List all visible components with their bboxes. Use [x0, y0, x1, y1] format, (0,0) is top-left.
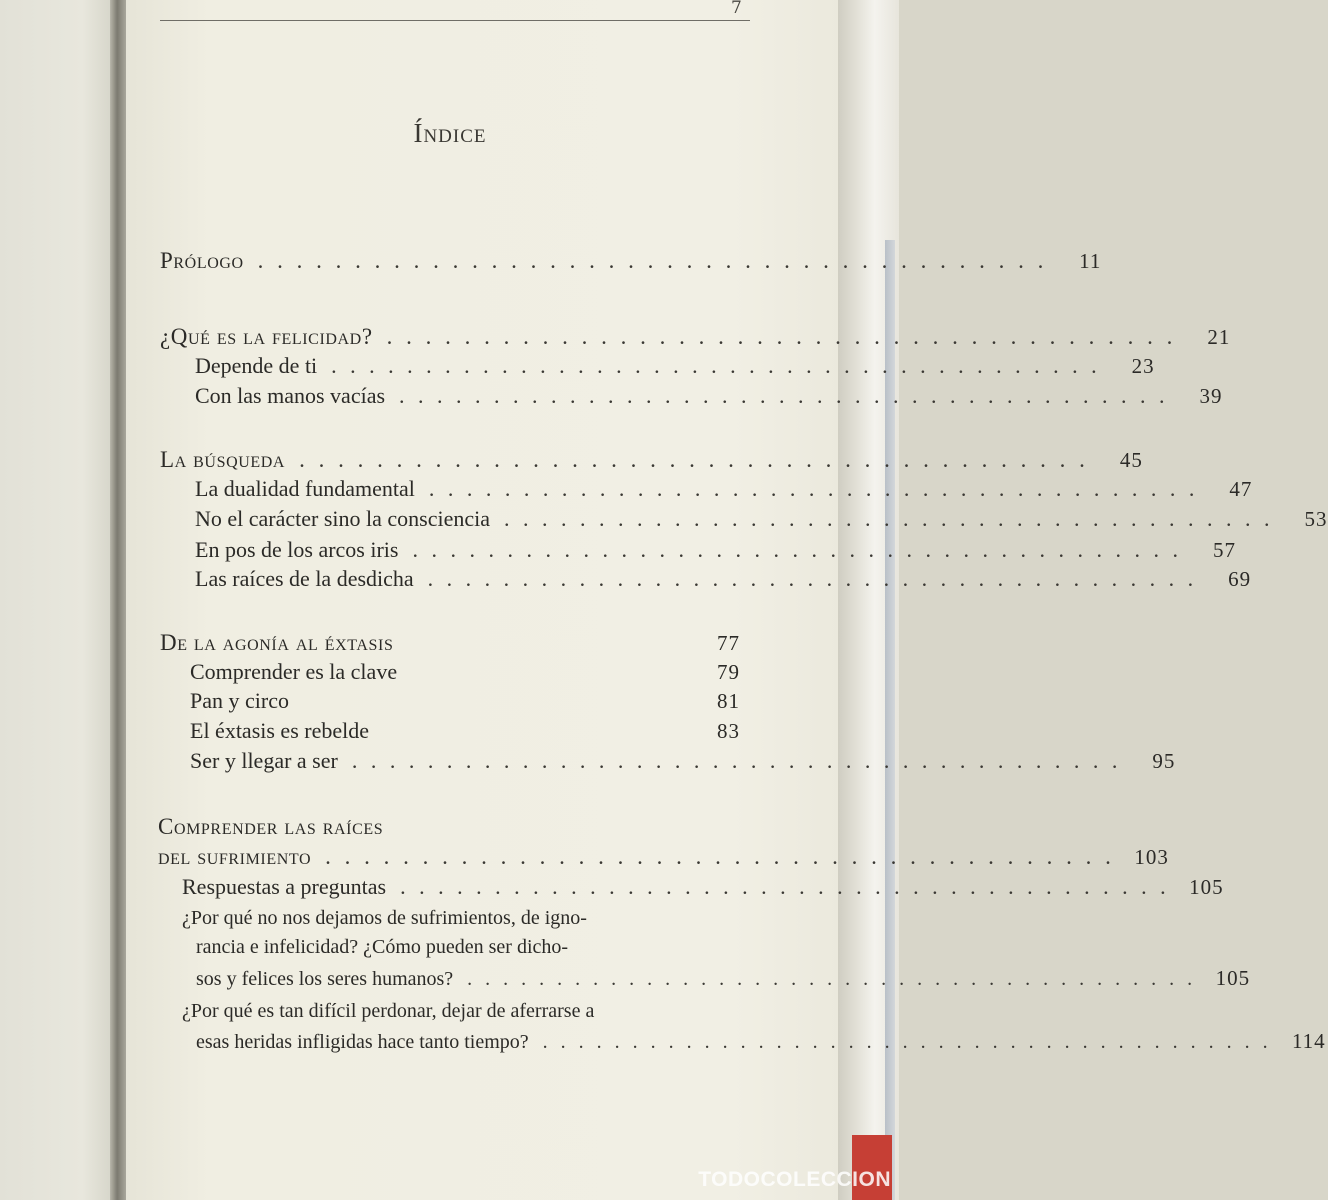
- toc-entry-page: 114: [1291, 1029, 1326, 1053]
- dot-leader: . . . . . . . . . . . . . . . . . . . . . . . . . . . . . . . . . . . . . . . . .: [467, 968, 1197, 990]
- toc-entry-section[interactable]: [182, 874, 1224, 900]
- toc-entry-section[interactable]: [195, 353, 1155, 379]
- toc-entry-page: 39: [1199, 384, 1223, 408]
- toc-entry-label: del sufrimiento: [158, 844, 312, 869]
- toc-entry-label: La búsqueda: [160, 447, 286, 472]
- toc-entry-chapter[interactable]: [160, 630, 740, 656]
- toc-entry-label: El éxtasis es rebelde: [190, 718, 369, 743]
- toc-entry-page: 83: [717, 719, 740, 743]
- toc-entry-page: 53: [1304, 507, 1328, 531]
- toc-entry-page: 21: [1207, 325, 1231, 349]
- dot-leader: . . . . . . . . . . . . . . . . . . . . . . . . . . . . . . . . . . . . . . . . .: [428, 476, 1199, 501]
- toc-entry-question[interactable]: [196, 966, 1251, 991]
- toc-entry-label: Pan y circo: [190, 688, 289, 713]
- toc-entry-label: En pos de los arcos iris: [195, 537, 399, 562]
- toc-entry-label[interactable]: ¿Por qué no nos dejamos de sufrimientos, de igno-: [182, 907, 587, 929]
- toc-entry-label[interactable]: ¿Por qué es tan difícil perdonar, dejar de aferrarse a: [182, 1000, 595, 1022]
- dot-leader: . . . . . . . . . . . . . . . . . . . . . . . . . . . . . . . . . . . . . . . . .: [400, 874, 1170, 899]
- dot-leader: . . . . . . . . . . . . . . . . . . . . . . . . . . . . . . . . . . . . . . . . .: [427, 566, 1198, 591]
- toc-entry-label: esas heridas infligidas hace tanto tiempo?: [196, 1031, 529, 1053]
- toc-entry-section[interactable]: [195, 566, 1252, 592]
- toc-entry-prologo[interactable]: [160, 248, 1102, 274]
- toc-entry-chapter[interactable]: [158, 844, 1169, 870]
- toc-entry-page: 69: [1228, 567, 1252, 591]
- toc-entry-question[interactable]: [196, 1029, 1326, 1054]
- toc-entry-label: Prólogo: [160, 248, 244, 273]
- toc-entry-page: 95: [1152, 749, 1176, 773]
- toc-entry-label[interactable]: Comprender las raíces: [158, 814, 384, 839]
- toc-entry-label: Con las manos vacías: [195, 383, 386, 408]
- toc-entry-page: 57: [1212, 538, 1236, 562]
- toc-entry-label: Ser y llegar a ser: [190, 748, 338, 773]
- toc-entry-label[interactable]: rancia e infelicidad? ¿Cómo pueden ser dicho-: [196, 936, 569, 958]
- toc-entry-label: No el carácter sino la consciencia: [195, 506, 491, 531]
- toc-entry-section[interactable]: [195, 476, 1253, 502]
- toc-entry-label: La dualidad fundamental: [195, 476, 415, 501]
- toc-entry-chapter[interactable]: [160, 447, 1143, 473]
- toc-entry-page: 11: [1079, 249, 1102, 273]
- toc-entry-page: 45: [1119, 448, 1143, 472]
- toc-entry-section[interactable]: [190, 748, 1176, 774]
- toc-entry-chapter[interactable]: [160, 324, 1231, 350]
- toc-entry-section[interactable]: [190, 659, 740, 685]
- toc-entry-label: sos y felices los seres humanos?: [196, 968, 454, 990]
- dot-leader: . . . . . . . . . . . . . . . . . . . . . . . . . . . . . . . . . . . . . . . . .: [331, 353, 1101, 378]
- toc-entry-label: Comprender es la clave: [190, 659, 398, 684]
- toc-entry-section[interactable]: [190, 688, 740, 714]
- page-title: Índice: [413, 118, 487, 148]
- dot-leader: . . . . . . . . . . . . . . . . . . . . . . . . . . . . . . . . . . . . . . . . .: [325, 844, 1115, 869]
- toc-entry-page: 79: [717, 660, 740, 684]
- dot-leader: . . . . . . . . . . . . . . . . . . . . . . . . . . . . . . . . . . . . . . . . .: [542, 1031, 1272, 1053]
- page-number: 7: [731, 0, 742, 18]
- dot-leader: . . . . . . . . . . . . . . . . . . . . . . . . . . . . . . . . . . . . . . . . .: [351, 748, 1122, 773]
- dot-leader: . . . . . . . . . . . . . . . . . . . . . . . . . . . . . . . . . . . . . . . . .: [412, 537, 1182, 562]
- toc-entry-label: Las raíces de la desdicha: [195, 566, 414, 591]
- toc-entry-section[interactable]: [195, 506, 1328, 532]
- toc-entry-label: De la agonía al éxtasis: [160, 630, 394, 655]
- toc-entry-section[interactable]: [195, 383, 1223, 409]
- toc-entry-page: 103: [1134, 845, 1169, 869]
- toc-entry-page: 105: [1189, 875, 1224, 899]
- toc-entry-page: 105: [1215, 966, 1251, 990]
- dot-leader: . . . . . . . . . . . . . . . . . . . . . . . . . . . . . . . . . . . . . . . . .: [504, 506, 1274, 531]
- toc-entry-section[interactable]: [195, 537, 1236, 563]
- dot-leader: . . . . . . . . . . . . . . . . . . . . . . . . . . . . . . . . . . . . . . . . .: [399, 383, 1169, 408]
- toc-entry-label: Depende de ti: [195, 353, 318, 378]
- watermark: TODOCOLECCION: [698, 1168, 891, 1191]
- toc-entry-label: Respuestas a preguntas: [182, 874, 387, 899]
- toc-entry-page: 47: [1229, 477, 1253, 501]
- dot-leader: . . . . . . . . . . . . . . . . . . . . . . . . . . . . . . . . . . . . . . . . .: [299, 447, 1089, 472]
- dot-leader: . . . . . . . . . . . . . . . . . . . . . . . . . . . . . . . . . . . . . . . . .: [257, 248, 1048, 273]
- toc-entry-page: 77: [717, 631, 740, 655]
- toc-entry-section[interactable]: [190, 718, 740, 744]
- toc-entry-label: ¿Qué es la felicidad?: [160, 324, 373, 349]
- toc-entry-page: 81: [717, 689, 740, 713]
- dot-leader: . . . . . . . . . . . . . . . . . . . . . . . . . . . . . . . . . . . . . . . . .: [386, 324, 1177, 349]
- toc-entry-page: 23: [1131, 354, 1155, 378]
